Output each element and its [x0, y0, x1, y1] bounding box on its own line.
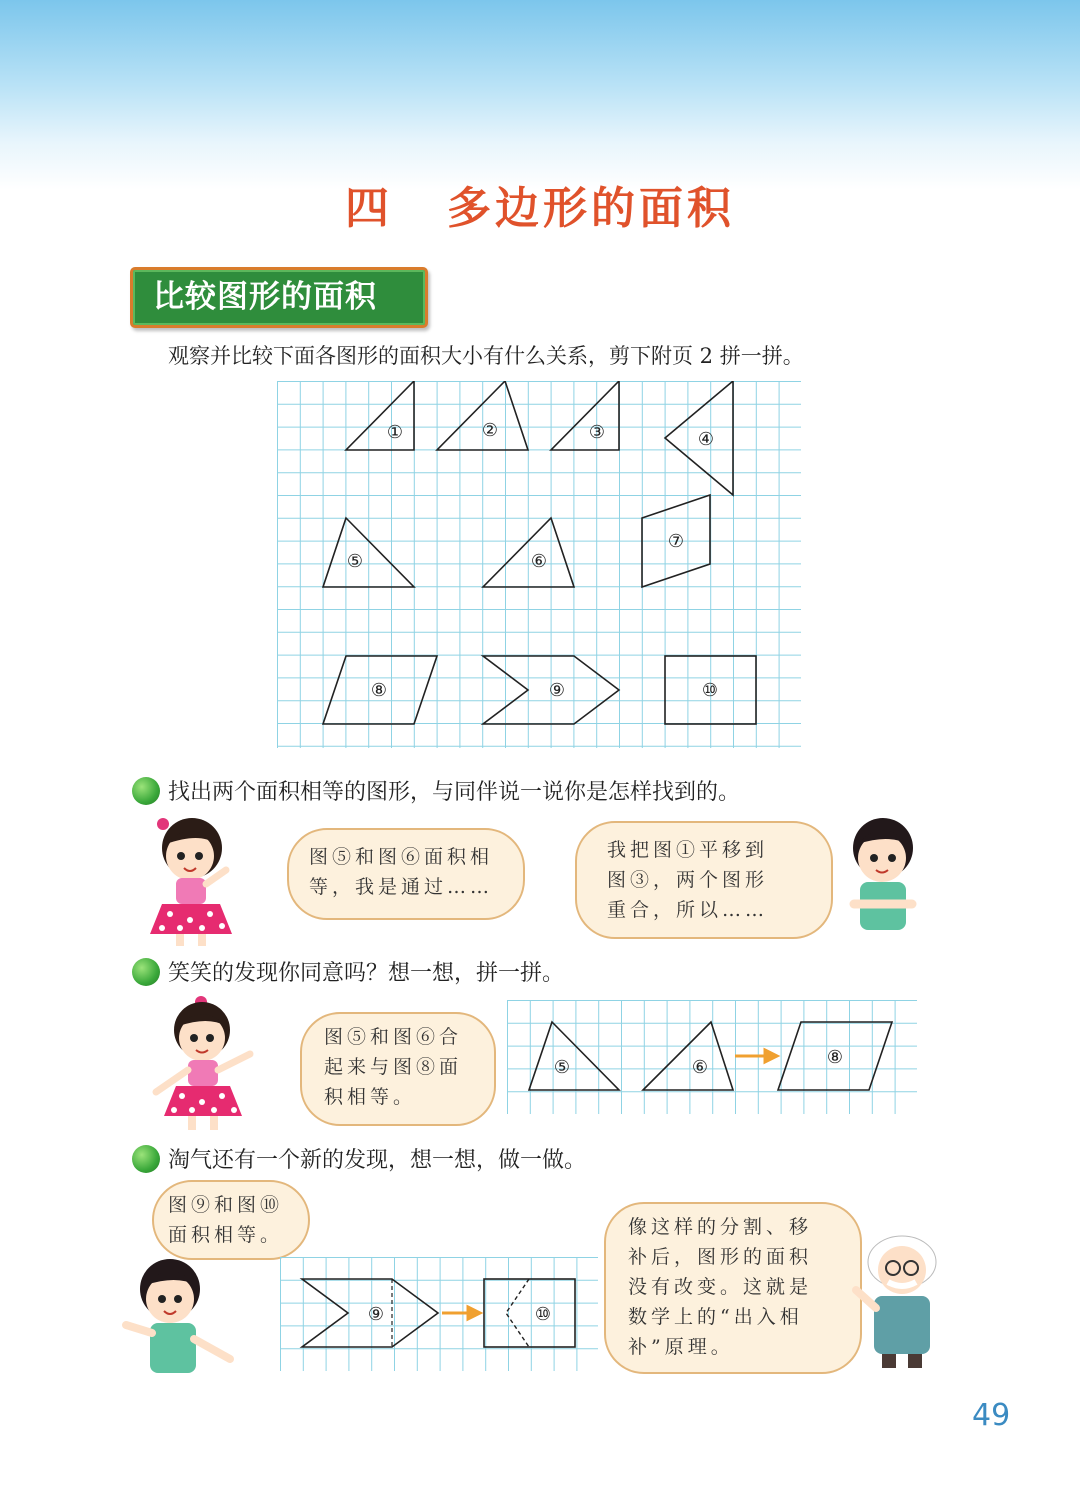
- figure-1-label: ①: [386, 422, 404, 443]
- figure-grid-2: [507, 1000, 917, 1114]
- question-2: [132, 956, 564, 987]
- small-label-8: ⑧: [826, 1047, 844, 1068]
- grandpa-character-icon: [848, 1228, 954, 1374]
- question-3-text: 淘气还有一个新的发现，想一想，做一做。: [168, 1148, 587, 1173]
- chapter-name: 多边形的面积: [447, 183, 735, 234]
- bubble-line: 没有改变。这就是: [628, 1276, 813, 1298]
- speech-bubble-girl-2: [300, 1012, 496, 1126]
- bubble-line: 面积相等。: [168, 1224, 284, 1246]
- dashed-cut-line: [506, 1279, 529, 1347]
- bubble-line: 图⑨和图⑩: [168, 1194, 284, 1216]
- boy-character-icon: [838, 812, 928, 937]
- green-dot-icon: [132, 777, 160, 805]
- figure-7-label: ⑦: [667, 531, 685, 552]
- boy-character-icon: [118, 1255, 246, 1380]
- page-number: 49: [972, 1398, 1011, 1433]
- question-1: [132, 775, 740, 806]
- figure-4-label: ④: [697, 429, 715, 450]
- bubble-line: 图③，两个图形: [607, 869, 769, 891]
- arrow-head-icon: [765, 1050, 777, 1062]
- small-label-6: ⑥: [691, 1057, 709, 1078]
- bubble-line: 数学上的“出入相: [628, 1306, 803, 1328]
- figure-grid-3: [280, 1257, 598, 1371]
- sky-background: [0, 0, 1080, 190]
- speech-bubble-boy-2: [152, 1180, 310, 1260]
- chapter-title: [0, 172, 1080, 236]
- figure-8-label: ⑧: [370, 680, 388, 701]
- intro-text: 观察并比较下面各图形的面积大小有什么关系，剪下附页 2 拼一拼。: [168, 344, 804, 368]
- figure-3-triangle: [551, 381, 619, 450]
- question-3: [132, 1143, 586, 1174]
- girl-character-icon: [146, 992, 258, 1132]
- speech-bubble-boy-1: [575, 821, 833, 939]
- speech-bubble-girl-1: [287, 828, 525, 920]
- figure-2-label: ②: [481, 420, 499, 441]
- small-figure-10-rectangle: [484, 1279, 575, 1347]
- figure-5-label: ⑤: [346, 551, 364, 572]
- question-1-text: 找出两个面积相等的图形，与同伴说一说你是怎样找到的。: [168, 780, 741, 805]
- bubble-line: 补后，图形的面积: [628, 1246, 813, 1268]
- figure-9-label: ⑨: [548, 680, 566, 701]
- figure-10-label: ⑩: [701, 680, 719, 701]
- green-dot-icon: [132, 1145, 160, 1173]
- bubble-line: 等，我是通过……: [309, 876, 494, 898]
- bubble-line: 积相等。: [324, 1086, 417, 1108]
- girl-character-icon: [140, 808, 245, 948]
- small-label-10: ⑩: [534, 1304, 552, 1325]
- bubble-line: 图⑤和图⑥面积相: [309, 846, 494, 868]
- main-figure-grid: [277, 381, 801, 748]
- small-figure-5-triangle: [529, 1022, 619, 1090]
- section-title: 比较图形的面积: [130, 267, 428, 328]
- bubble-line: 起来与图⑧面: [324, 1056, 463, 1078]
- figure-3-label: ③: [588, 422, 606, 443]
- bubble-line: 补”原理。: [628, 1336, 734, 1358]
- figure-6-label: ⑥: [530, 551, 548, 572]
- arrow-head-icon: [468, 1307, 480, 1319]
- small-figure-6-triangle: [643, 1022, 733, 1090]
- bubble-line: 我把图①平移到: [607, 839, 769, 861]
- green-dot-icon: [132, 958, 160, 986]
- chapter-number: 四: [345, 183, 393, 234]
- bubble-line: 图⑤和图⑥合: [324, 1026, 463, 1048]
- bubble-line: 像这样的分割、移: [628, 1216, 813, 1238]
- small-label-5: ⑤: [553, 1057, 571, 1078]
- speech-bubble-grandpa: [604, 1202, 862, 1374]
- question-2-text: 笑笑的发现你同意吗？想一想，拼一拼。: [168, 961, 565, 986]
- bubble-line: 重合，所以……: [607, 899, 769, 921]
- small-label-9: ⑨: [367, 1304, 385, 1325]
- figure-1-triangle: [346, 381, 414, 450]
